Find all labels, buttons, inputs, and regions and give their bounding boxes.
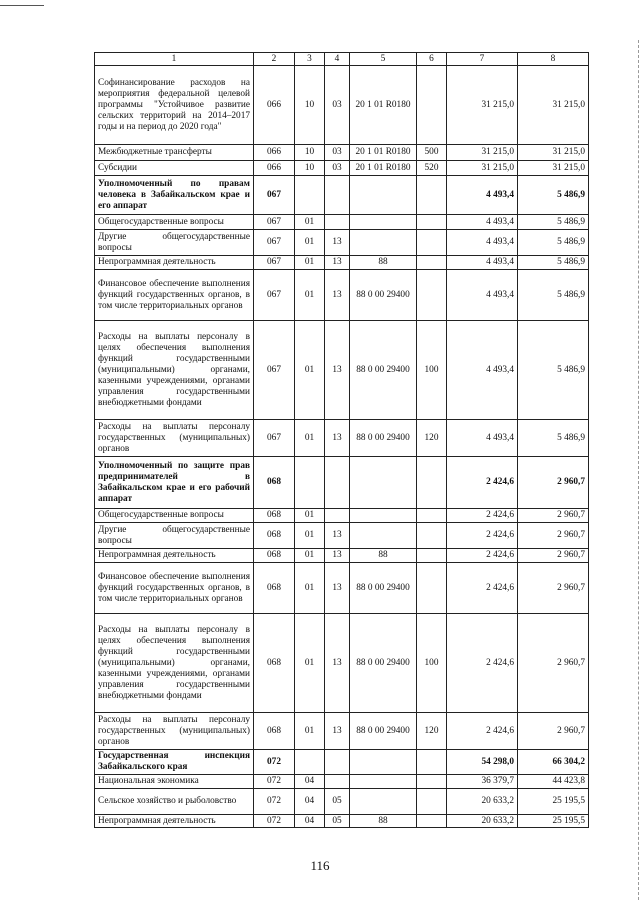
admin-code-cell: 072	[254, 815, 295, 828]
table-row	[95, 614, 589, 713]
amount-year2-cell: 66 304,2	[518, 750, 589, 775]
target-article-cell: 88 0 00 29400	[350, 420, 417, 457]
table-row	[95, 563, 589, 614]
subsection-cell	[325, 457, 350, 509]
amount-year2-cell: 5 486,9	[518, 270, 589, 321]
subsection-cell: 13	[325, 523, 350, 549]
section-cell	[295, 457, 325, 509]
target-article-cell	[350, 509, 417, 523]
subsection-cell: 13	[325, 270, 350, 321]
subsection-cell: 13	[325, 713, 350, 750]
amount-year1-cell: 20 633,2	[447, 815, 518, 828]
amount-year2-cell: 2 960,7	[518, 549, 589, 563]
table-row	[95, 457, 589, 509]
subsection-cell: 05	[325, 789, 350, 815]
amount-year1-cell: 2 424,6	[447, 509, 518, 523]
expense-type-cell	[417, 270, 447, 321]
subsection-cell	[325, 176, 350, 215]
section-cell: 01	[295, 270, 325, 321]
target-article-cell	[350, 523, 417, 549]
amount-year2-cell: 2 960,7	[518, 509, 589, 523]
amount-year1-cell: 4 493,4	[447, 176, 518, 215]
target-article-cell	[350, 750, 417, 775]
amount-year1-cell: 4 493,4	[447, 270, 518, 321]
admin-code-cell: 068	[254, 457, 295, 509]
subsection-cell: 03	[325, 145, 350, 161]
admin-code-cell: 067	[254, 215, 295, 230]
row-name-cell: Расходы на выплаты персоналу в целях обеспечения выполнения функций государственными (муниципальными) органами, казенными учреждениями, органами управления государственными внебюджетными фондами	[95, 614, 254, 713]
table-row	[95, 523, 589, 549]
amount-year2-cell: 31 215,0	[518, 66, 589, 145]
target-article-cell	[350, 230, 417, 256]
target-article-cell: 88	[350, 256, 417, 270]
target-article-cell: 88 0 00 29400	[350, 563, 417, 614]
amount-year2-cell: 31 215,0	[518, 161, 589, 176]
section-cell: 01	[295, 321, 325, 420]
admin-code-cell: 066	[254, 145, 295, 161]
expense-type-cell: 500	[417, 145, 447, 161]
admin-code-cell: 067	[254, 321, 295, 420]
expense-type-cell	[417, 457, 447, 509]
amount-year2-cell: 44 423,8	[518, 775, 589, 789]
header-cell: 5	[350, 53, 417, 66]
table-row	[95, 176, 589, 215]
top-rule	[0, 5, 44, 6]
table-row	[95, 145, 589, 161]
section-cell: 01	[295, 420, 325, 457]
section-cell: 01	[295, 713, 325, 750]
expense-type-cell	[417, 815, 447, 828]
subsection-cell: 13	[325, 230, 350, 256]
admin-code-cell: 072	[254, 775, 295, 789]
amount-year1-cell: 2 424,6	[447, 563, 518, 614]
target-article-cell: 20 1 01 R0180	[350, 145, 417, 161]
section-cell: 04	[295, 815, 325, 828]
amount-year1-cell: 36 379,7	[447, 775, 518, 789]
row-name-cell: Непрограммная деятельность	[95, 256, 254, 270]
target-article-cell: 88	[350, 549, 417, 563]
amount-year1-cell: 31 215,0	[447, 145, 518, 161]
table-row	[95, 789, 589, 815]
table-row	[95, 321, 589, 420]
admin-code-cell: 068	[254, 713, 295, 750]
target-article-cell: 88 0 00 29400	[350, 321, 417, 420]
row-name-cell: Общегосударственные вопросы	[95, 215, 254, 230]
table-row	[95, 420, 589, 457]
header-cell: 8	[518, 53, 589, 66]
section-cell: 01	[295, 256, 325, 270]
header-cell: 1	[95, 53, 254, 66]
header-cell: 3	[295, 53, 325, 66]
header-cell: 2	[254, 53, 295, 66]
expense-type-cell	[417, 176, 447, 215]
admin-code-cell: 067	[254, 176, 295, 215]
section-cell: 10	[295, 145, 325, 161]
expense-type-cell: 120	[417, 420, 447, 457]
amount-year2-cell: 25 195,5	[518, 789, 589, 815]
table-row	[95, 230, 589, 256]
target-article-cell: 20 1 01 R0180	[350, 66, 417, 145]
expense-type-cell: 520	[417, 161, 447, 176]
expense-type-cell	[417, 509, 447, 523]
expense-type-cell	[417, 750, 447, 775]
section-cell: 01	[295, 563, 325, 614]
subsection-cell	[325, 750, 350, 775]
amount-year2-cell: 2 960,7	[518, 713, 589, 750]
row-name-cell: Другие общегосударственные вопросы	[95, 230, 254, 256]
amount-year2-cell: 25 195,5	[518, 815, 589, 828]
amount-year2-cell: 5 486,9	[518, 230, 589, 256]
amount-year2-cell: 5 486,9	[518, 321, 589, 420]
subsection-cell: 13	[325, 614, 350, 713]
section-cell	[295, 176, 325, 215]
row-name-cell: Государственная инспекция Забайкальского края	[95, 750, 254, 775]
budget-table	[94, 52, 589, 828]
header-cell: 6	[417, 53, 447, 66]
row-name-cell: Субсидии	[95, 161, 254, 176]
row-name-cell: Непрограммная деятельность	[95, 549, 254, 563]
target-article-cell: 88	[350, 815, 417, 828]
amount-year1-cell: 2 424,6	[447, 549, 518, 563]
admin-code-cell: 067	[254, 256, 295, 270]
expense-type-cell	[417, 549, 447, 563]
target-article-cell: 20 1 01 R0180	[350, 161, 417, 176]
amount-year2-cell: 2 960,7	[518, 614, 589, 713]
amount-year1-cell: 54 298,0	[447, 750, 518, 775]
section-cell: 10	[295, 66, 325, 145]
row-name-cell: Другие общегосударственные вопросы	[95, 523, 254, 549]
target-article-cell	[350, 176, 417, 215]
expense-type-cell: 100	[417, 614, 447, 713]
expense-type-cell	[417, 775, 447, 789]
admin-code-cell: 068	[254, 614, 295, 713]
amount-year1-cell: 31 215,0	[447, 161, 518, 176]
expense-type-cell	[417, 789, 447, 815]
subsection-cell: 13	[325, 420, 350, 457]
amount-year2-cell: 2 960,7	[518, 523, 589, 549]
row-name-cell: Сельское хозяйство и рыболовство	[95, 789, 254, 815]
amount-year2-cell: 5 486,9	[518, 256, 589, 270]
amount-year1-cell: 4 493,4	[447, 420, 518, 457]
amount-year2-cell: 2 960,7	[518, 457, 589, 509]
target-article-cell: 88 0 00 29400	[350, 270, 417, 321]
row-name-cell: Расходы на выплаты персоналу в целях обеспечения выполнения функций государственными (муниципальными) органами, казенными учреждениями, органами управления государственными внебюджетными фондами	[95, 321, 254, 420]
amount-year2-cell: 5 486,9	[518, 176, 589, 215]
admin-code-cell: 068	[254, 523, 295, 549]
amount-year2-cell: 2 960,7	[518, 563, 589, 614]
table-row	[95, 256, 589, 270]
subsection-cell: 13	[325, 549, 350, 563]
amount-year1-cell: 2 424,6	[447, 457, 518, 509]
section-cell: 01	[295, 549, 325, 563]
section-cell: 01	[295, 509, 325, 523]
admin-code-cell: 068	[254, 563, 295, 614]
admin-code-cell: 067	[254, 420, 295, 457]
subsection-cell: 13	[325, 256, 350, 270]
subsection-cell	[325, 775, 350, 789]
table-row	[95, 215, 589, 230]
amount-year2-cell: 5 486,9	[518, 215, 589, 230]
table-row	[95, 750, 589, 775]
amount-year1-cell: 2 424,6	[447, 614, 518, 713]
section-cell: 01	[295, 215, 325, 230]
amount-year1-cell: 20 633,2	[447, 789, 518, 815]
admin-code-cell: 072	[254, 789, 295, 815]
admin-code-cell: 067	[254, 270, 295, 321]
subsection-cell	[325, 215, 350, 230]
page-edge	[638, 40, 639, 900]
section-cell	[295, 750, 325, 775]
amount-year1-cell: 4 493,4	[447, 256, 518, 270]
amount-year1-cell: 2 424,6	[447, 713, 518, 750]
section-cell: 01	[295, 614, 325, 713]
subsection-cell: 13	[325, 321, 350, 420]
target-article-cell: 88 0 00 29400	[350, 614, 417, 713]
table-row	[95, 161, 589, 176]
table-row	[95, 549, 589, 563]
admin-code-cell: 066	[254, 161, 295, 176]
subsection-cell: 03	[325, 161, 350, 176]
amount-year2-cell: 31 215,0	[518, 145, 589, 161]
expense-type-cell	[417, 215, 447, 230]
admin-code-cell: 072	[254, 750, 295, 775]
expense-type-cell: 120	[417, 713, 447, 750]
table-row	[95, 775, 589, 789]
amount-year1-cell: 4 493,4	[447, 215, 518, 230]
target-article-cell	[350, 457, 417, 509]
row-name-cell: Непрограммная деятельность	[95, 815, 254, 828]
amount-year1-cell: 4 493,4	[447, 321, 518, 420]
row-name-cell: Уполномоченный по правам человека в Забайкальском крае и его аппарат	[95, 176, 254, 215]
subsection-cell	[325, 509, 350, 523]
table-row	[95, 815, 589, 828]
section-cell: 01	[295, 230, 325, 256]
row-name-cell: Межбюджетные трансферты	[95, 145, 254, 161]
subsection-cell: 03	[325, 66, 350, 145]
row-name-cell: Уполномоченный по защите прав предпринимателей в Забайкальском крае и его рабочий аппарат	[95, 457, 254, 509]
row-name-cell: Финансовое обеспечение выполнения функций государственных органов, в том числе территориальных органов	[95, 563, 254, 614]
row-name-cell: Расходы на выплаты персоналу государственных (муниципальных) органов	[95, 713, 254, 750]
header-cell: 4	[325, 53, 350, 66]
table-row	[95, 66, 589, 145]
row-name-cell: Расходы на выплаты персоналу государственных (муниципальных) органов	[95, 420, 254, 457]
row-name-cell: Общегосударственные вопросы	[95, 509, 254, 523]
target-article-cell	[350, 215, 417, 230]
amount-year1-cell: 31 215,0	[447, 66, 518, 145]
expense-type-cell	[417, 523, 447, 549]
section-cell: 01	[295, 523, 325, 549]
page-number: 116	[310, 858, 330, 873]
row-name-cell: Финансовое обеспечение выполнения функций государственных органов, в том числе территориальных органов	[95, 270, 254, 321]
admin-code-cell: 068	[254, 549, 295, 563]
expense-type-cell: 100	[417, 321, 447, 420]
row-name-cell: Софинансирование расходов на мероприятия федеральной целевой программы "Устойчивое развитие сельских территорий на 2014–2017 годы и на период до 2020 года"	[95, 66, 254, 145]
section-cell: 10	[295, 161, 325, 176]
admin-code-cell: 068	[254, 509, 295, 523]
expense-type-cell	[417, 230, 447, 256]
target-article-cell	[350, 789, 417, 815]
table-row	[95, 270, 589, 321]
subsection-cell: 05	[325, 815, 350, 828]
admin-code-cell: 067	[254, 230, 295, 256]
expense-type-cell	[417, 66, 447, 145]
amount-year2-cell: 5 486,9	[518, 420, 589, 457]
target-article-cell	[350, 775, 417, 789]
section-cell: 04	[295, 789, 325, 815]
table-row	[95, 713, 589, 750]
amount-year1-cell: 4 493,4	[447, 230, 518, 256]
row-name-cell: Национальная экономика	[95, 775, 254, 789]
section-cell: 04	[295, 775, 325, 789]
header-cell: 7	[447, 53, 518, 66]
amount-year1-cell: 2 424,6	[447, 523, 518, 549]
admin-code-cell: 066	[254, 66, 295, 145]
expense-type-cell	[417, 563, 447, 614]
header-row	[95, 53, 589, 66]
subsection-cell: 13	[325, 563, 350, 614]
table-row	[95, 509, 589, 523]
expense-type-cell	[417, 256, 447, 270]
target-article-cell: 88 0 00 29400	[350, 713, 417, 750]
